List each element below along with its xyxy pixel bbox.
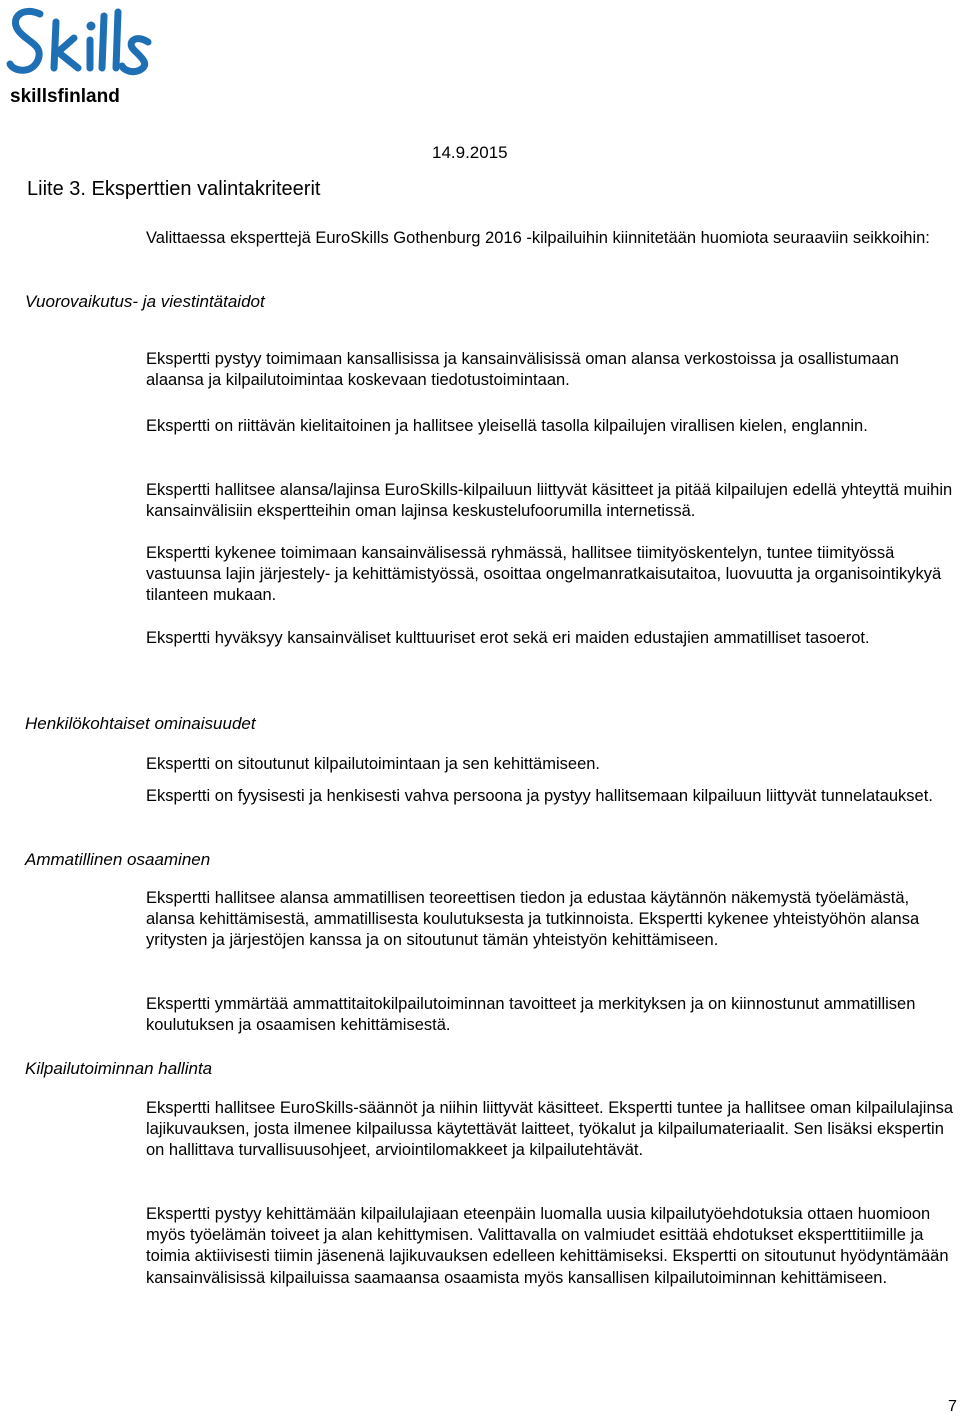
paragraph: Ekspertti on sitoutunut kilpailutoimintaan ja sen kehittämiseen. xyxy=(146,755,600,773)
section-heading-professional: Ammatillinen osaaminen xyxy=(25,850,211,869)
logo-small-text: skillsfinland xyxy=(10,86,120,107)
paragraph: Ekspertti hallitsee alansa ammatillisen teoreettisen tiedon ja edustaa käytännön näkemystä työelämästä, alansa kehittämisestä, ammatillisesta koulutuksesta ja tutkinnoista. Ekspertti kykenee yhteistyöhön alansa yritysten ja järjestöjen kanssa ja on sitoutunut tämän yhteistyön kehittämiseen. xyxy=(146,889,920,950)
skills-finland-logo xyxy=(4,2,154,112)
paragraph: Ekspertti ymmärtää ammattitaitokilpailutoiminnan tavoitteet ja merkityksen ja on kiinnostunut ammatillisen koulutuksen ja osaamisen kehittämisestä. xyxy=(146,995,916,1035)
paragraph: Ekspertti pystyy toimimaan kansallisissa ja kansainvälisissä oman alansa verkostoissa ja osallistumaan alaansa ja kilpailutoimintaa koskevaan tiedotustoimintaan. xyxy=(146,350,899,390)
section-heading-competition: Kilpailutoiminnan hallinta xyxy=(25,1059,213,1078)
document-title: Liite 3. Eksperttien valintakriteerit xyxy=(27,178,321,200)
section-heading-personal: Henkilökohtaiset ominaisuudet xyxy=(25,714,256,733)
paragraph: Ekspertti on fyysisesti ja henkisesti vahva persoona ja pystyy hallitsemaan kilpailuun liittyvät tunnelataukset. xyxy=(146,787,933,805)
paragraph: Ekspertti hallitsee EuroSkills-säännöt ja niihin liittyvät käsitteet. Ekspertti tuntee ja hallitsee oman kilpailulajinsa lajikuvauksen, josta ilmenee kilpailussa käytettävät laitteet, työkalut ja kilpailumateriaalit. Sen lisäksi ekspertin on hallittava turvallisuusohjeet, arviointilomakkeet ja kilpailutehtävät. xyxy=(146,1099,954,1160)
paragraph: Ekspertti hallitsee alansa/lajinsa EuroSkills-kilpailuun liittyvät käsitteet ja pitää kilpailujen edellä yhteyttä muihin kansainvälisiin ekspertteihin oman lajinsa keskustelufoorumilla internetissä. xyxy=(146,481,953,521)
paragraph: Ekspertti kykenee toimimaan kansainvälisessä ryhmässä, hallitsee tiimityöskentelyn, tuntee tiimityössä vastuunsa lajin järjestely- ja kehittämistyössä, osoittaa ongelmanratkaisutaitoa, luovuutta ja organisointikykyä tilanteen mukaan. xyxy=(146,544,942,605)
paragraph: Ekspertti pystyy kehittämään kilpailulajiaan eteenpäin luomalla uusia kilpailutyöehdotuksia ottaen huomioon myös työelämän toiveet ja alan kehittymisen. Valittavalla on valmiudet esittää ehdotukset eksperttitiimille ja toimia aktiivisesti tiimin jäsenenä lajikuvauksen edelleen kehittämiseksi. Ekspertti on sitoutunut hyödyntämään kansainvälisissä kilpailuissa saamaansa osaamista myös kansallisen kilpailutoiminnan kehittämiseen. xyxy=(146,1205,949,1287)
document-date: 14.9.2015 xyxy=(432,143,508,162)
paragraph: Ekspertti hyväksyy kansainväliset kulttuuriset erot sekä eri maiden edustajien ammatilliset tasoerot. xyxy=(146,629,870,647)
section-heading-communication: Vuorovaikutus- ja viestintätaidot xyxy=(25,292,265,311)
skills-logo-graphic xyxy=(4,2,154,112)
page-number: 7 xyxy=(948,1398,957,1415)
paragraph: Ekspertti on riittävän kielitaitoinen ja hallitsee yleisellä tasolla kilpailujen virallisen kielen, englannin. xyxy=(146,417,868,435)
intro-text: Valittaessa eksperttejä EuroSkills Gothenburg 2016 -kilpailuihin kiinnitetään huomiota seuraaviin seikkoihin: xyxy=(146,229,930,247)
